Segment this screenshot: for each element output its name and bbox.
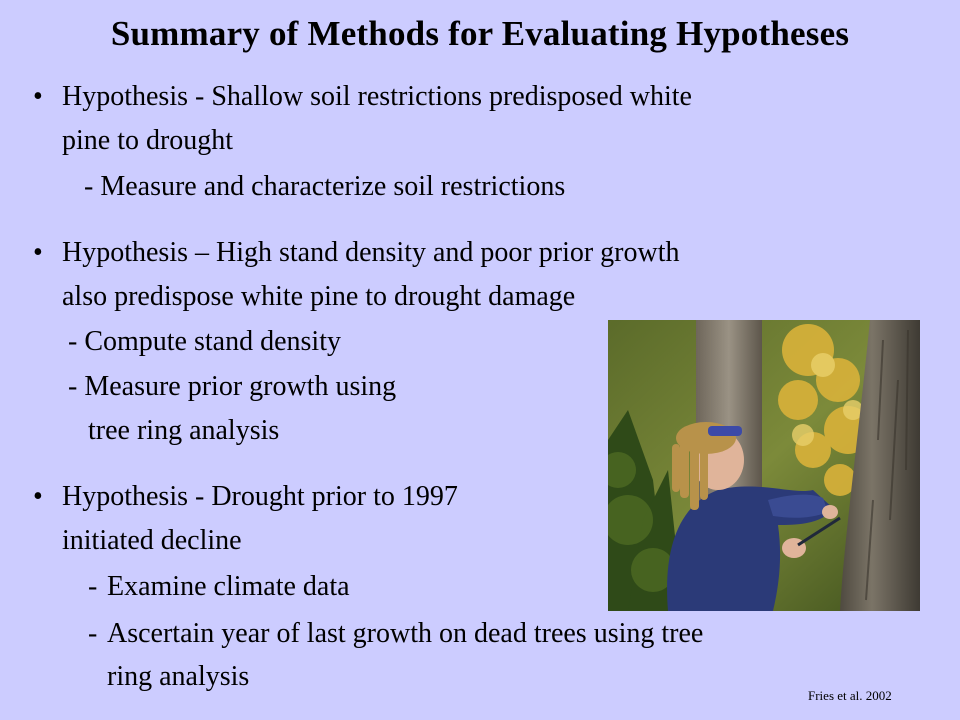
- hypothesis-3-method-2: Ascertain year of last growth on dead trees using tree: [107, 618, 704, 649]
- hypothesis-2-line-2: also predispose white pine to drought damage: [62, 281, 576, 312]
- hypothesis-2-line-1: Hypothesis – High stand density and poor prior growth: [62, 237, 680, 268]
- hypothesis-3-method-3: ring analysis: [107, 661, 250, 692]
- hypothesis-1-line-1: Hypothesis - Shallow soil restrictions predisposed white: [62, 81, 692, 112]
- photo-researcher-coring-tree: [608, 320, 920, 611]
- bullet-2: •: [33, 237, 43, 268]
- hypothesis-2-method-2: - Measure prior growth using: [68, 371, 397, 402]
- hypothesis-3-dash-1: -: [88, 571, 98, 602]
- hypothesis-3-line-2: initiated decline: [62, 525, 242, 556]
- hypothesis-2-method-1: - Compute stand density: [68, 326, 341, 357]
- hypothesis-1-method-1: - Measure and characterize soil restrictions: [84, 171, 566, 202]
- slide-title: Summary of Methods for Evaluating Hypotheses: [110, 14, 850, 53]
- hypothesis-3-method-1: Examine climate data: [107, 571, 350, 602]
- hypothesis-3-line-1: Hypothesis - Drought prior to 1997: [62, 481, 458, 512]
- hypothesis-1-line-2: pine to drought: [62, 125, 234, 156]
- bullet-1: •: [33, 81, 43, 112]
- citation: Fries et al. 2002: [808, 688, 892, 703]
- hypothesis-3-dash-2: -: [88, 618, 98, 649]
- hypothesis-2-method-3: tree ring analysis: [88, 415, 280, 446]
- bullet-3: •: [33, 481, 43, 512]
